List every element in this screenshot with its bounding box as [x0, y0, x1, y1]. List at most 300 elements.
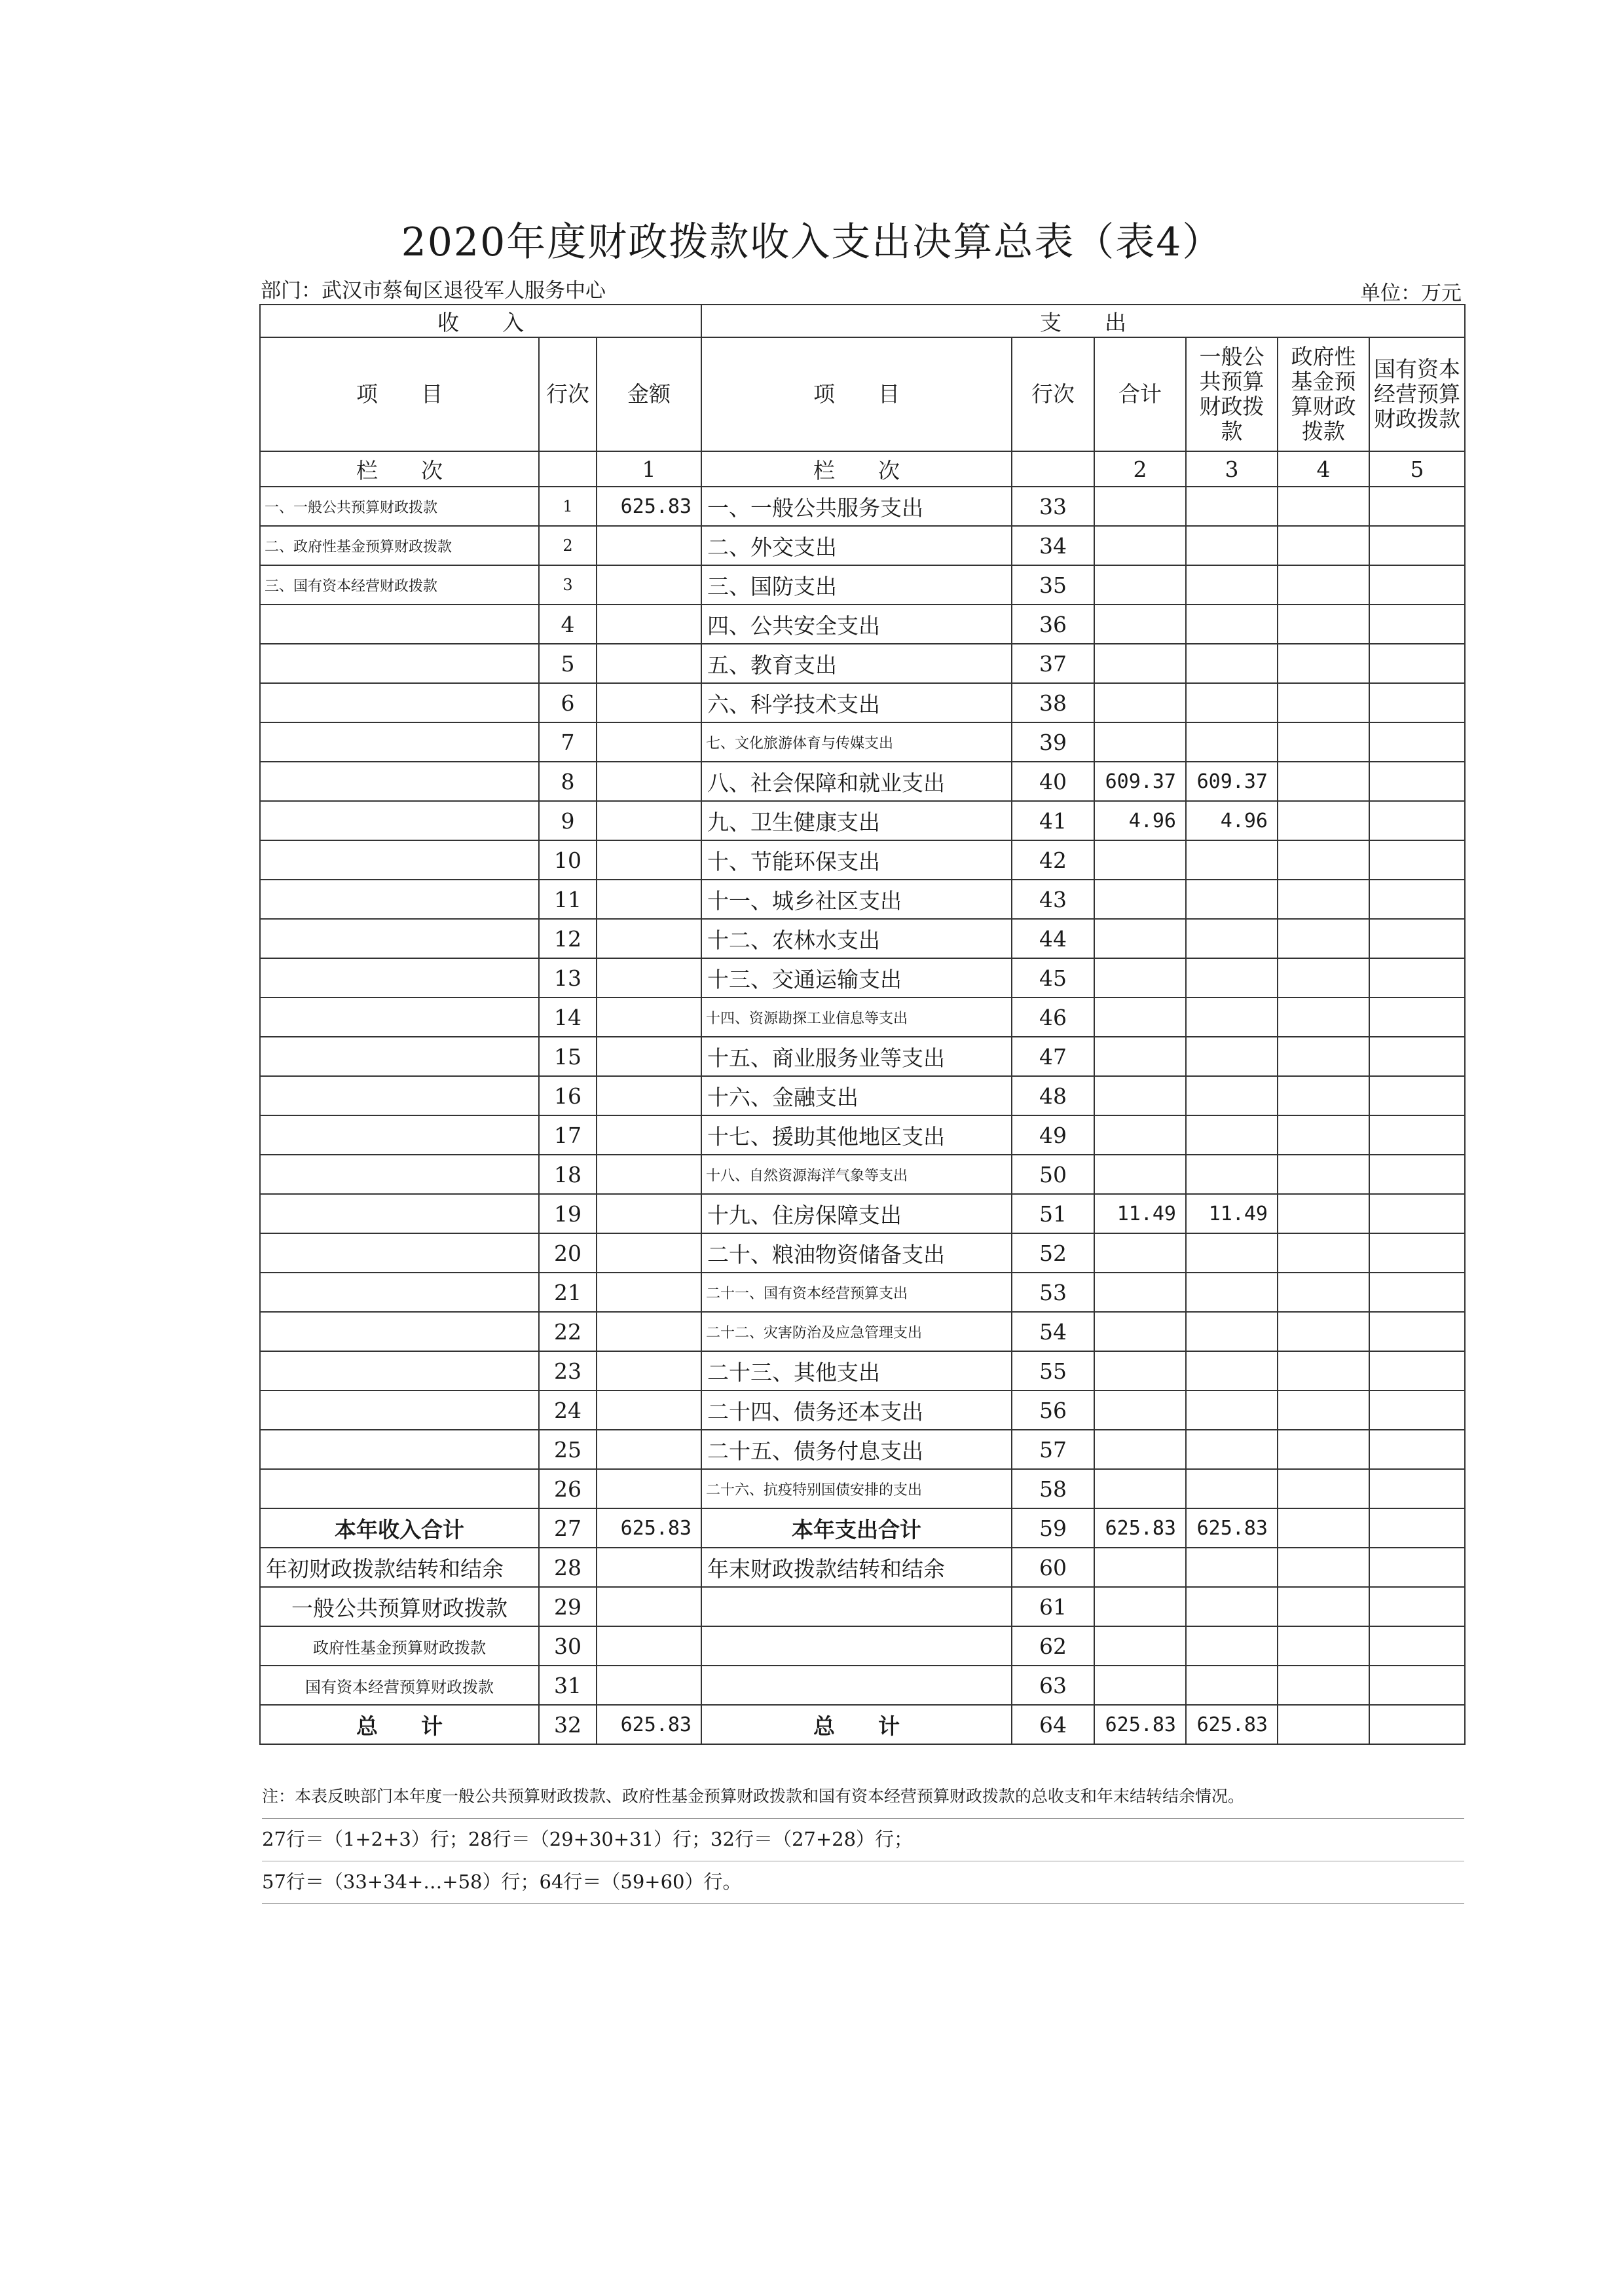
income-item-header: 项 目 — [260, 337, 539, 451]
income-item — [260, 1273, 539, 1312]
income-item — [260, 801, 539, 840]
income-item: 一、一般公共预算财政拨款 — [260, 487, 539, 526]
income-item — [260, 762, 539, 801]
income-column-label: 栏 次 — [260, 451, 539, 487]
income-amount — [597, 840, 701, 880]
expense-state-capital — [1369, 1430, 1465, 1469]
expense-item: 十六、金融支出 — [701, 1076, 1012, 1115]
income-item — [260, 1115, 539, 1155]
expense-item — [701, 1587, 1012, 1626]
income-amount — [597, 644, 701, 683]
expense-gov-fund — [1278, 998, 1369, 1037]
income-amount-header: 金额 — [597, 337, 701, 451]
income-item — [260, 1037, 539, 1076]
expense-total — [1094, 958, 1186, 998]
expense-state-capital — [1369, 1312, 1465, 1351]
table-row — [260, 880, 1465, 919]
general-budget-header: 一般公共预算财政拨款 — [1186, 337, 1278, 451]
expense-gov-fund — [1278, 1390, 1369, 1430]
unit-label: 单位：万元 — [1360, 282, 1462, 305]
income-item — [260, 1351, 539, 1390]
income-row-no: 7 — [539, 722, 597, 762]
income-amount — [597, 1037, 701, 1076]
summary-row — [260, 1666, 1465, 1705]
expense-gov-fund — [1278, 1508, 1369, 1548]
income-amount — [597, 1390, 701, 1430]
income-item — [260, 1076, 539, 1115]
income-amount — [597, 1548, 701, 1587]
expense-general-budget — [1186, 1430, 1278, 1469]
expense-gov-fund — [1278, 487, 1369, 526]
notes — [262, 1776, 1464, 1904]
expense-total — [1094, 565, 1186, 605]
table-row — [260, 919, 1465, 958]
summary-row — [260, 1508, 1465, 1548]
income-amount — [597, 1312, 701, 1351]
expense-gov-fund — [1278, 880, 1369, 919]
table-row — [260, 1312, 1465, 1351]
expense-state-capital — [1369, 1626, 1465, 1666]
income-row-no: 31 — [539, 1666, 597, 1705]
income-item — [260, 1430, 539, 1469]
expense-row-no: 50 — [1012, 1155, 1094, 1194]
income-row-no: 22 — [539, 1312, 597, 1351]
income-item — [260, 880, 539, 919]
expense-general-budget — [1186, 644, 1278, 683]
expense-gov-fund — [1278, 958, 1369, 998]
income-item: 国有资本经营预算财政拨款 — [260, 1666, 539, 1705]
expense-row-no: 48 — [1012, 1076, 1094, 1115]
income-amount — [597, 526, 701, 565]
income-row-no: 4 — [539, 605, 597, 644]
income-item — [260, 840, 539, 880]
header-row-columns — [260, 337, 1465, 451]
expense-total: 625.83 — [1094, 1705, 1186, 1744]
expense-item: 一、一般公共服务支出 — [701, 487, 1012, 526]
expense-total — [1094, 1548, 1186, 1587]
table-row — [260, 605, 1465, 644]
expense-state-capital — [1369, 722, 1465, 762]
column-number: 2 — [1094, 451, 1186, 487]
expense-item: 十九、住房保障支出 — [701, 1194, 1012, 1233]
income-row-no: 12 — [539, 919, 597, 958]
expense-general-budget — [1186, 1390, 1278, 1430]
expense-column-label: 栏 次 — [701, 451, 1012, 487]
budget-table — [259, 304, 1466, 1745]
expense-total — [1094, 722, 1186, 762]
income-amount — [597, 1076, 701, 1115]
expense-item: 二十四、债务还本支出 — [701, 1390, 1012, 1430]
expense-row-no: 58 — [1012, 1469, 1094, 1508]
expense-state-capital — [1369, 1273, 1465, 1312]
income-item — [260, 644, 539, 683]
expense-gov-fund — [1278, 1430, 1369, 1469]
expense-total: 625.83 — [1094, 1508, 1186, 1548]
summary-row — [260, 1587, 1465, 1626]
expense-item: 十二、农林水支出 — [701, 919, 1012, 958]
expense-state-capital — [1369, 1666, 1465, 1705]
expense-general-budget: 609.37 — [1186, 762, 1278, 801]
expense-general-budget: 11.49 — [1186, 1194, 1278, 1233]
expense-total — [1094, 1666, 1186, 1705]
expense-state-capital — [1369, 1469, 1465, 1508]
income-row-no: 24 — [539, 1390, 597, 1430]
expense-total — [1094, 1115, 1186, 1155]
income-row-no: 2 — [539, 526, 597, 565]
expense-item: 十一、城乡社区支出 — [701, 880, 1012, 919]
table-row — [260, 1115, 1465, 1155]
expense-state-capital — [1369, 1115, 1465, 1155]
expense-gov-fund — [1278, 605, 1369, 644]
table-row — [260, 1390, 1465, 1430]
expense-state-capital — [1369, 565, 1465, 605]
expense-item: 十五、商业服务业等支出 — [701, 1037, 1012, 1076]
income-amount — [597, 722, 701, 762]
expense-row-no: 51 — [1012, 1194, 1094, 1233]
income-amount — [597, 1430, 701, 1469]
expense-general-budget — [1186, 1666, 1278, 1705]
expense-general-budget — [1186, 1626, 1278, 1666]
income-amount — [597, 998, 701, 1037]
expense-item: 二十二、灾害防治及应急管理支出 — [701, 1312, 1012, 1351]
income-amount: 625.83 — [597, 1508, 701, 1548]
expense-item: 十七、援助其他地区支出 — [701, 1115, 1012, 1155]
income-item — [260, 1312, 539, 1351]
expense-row-no: 59 — [1012, 1508, 1094, 1548]
expense-state-capital — [1369, 1351, 1465, 1390]
expense-state-capital — [1369, 1233, 1465, 1273]
expense-general-budget — [1186, 1115, 1278, 1155]
expense-total — [1094, 526, 1186, 565]
expense-general-budget — [1186, 1076, 1278, 1115]
expense-row-no: 37 — [1012, 644, 1094, 683]
expense-row-no: 47 — [1012, 1037, 1094, 1076]
table-row — [260, 487, 1465, 526]
expense-general-budget — [1186, 1233, 1278, 1273]
expense-total — [1094, 1469, 1186, 1508]
income-amount — [597, 762, 701, 801]
table-row — [260, 801, 1465, 840]
expense-total — [1094, 880, 1186, 919]
expense-row-no: 64 — [1012, 1705, 1094, 1744]
expense-total — [1094, 1587, 1186, 1626]
income-row-no: 9 — [539, 801, 597, 840]
expense-item-header: 项 目 — [701, 337, 1012, 451]
table-row — [260, 840, 1465, 880]
expense-item: 四、公共安全支出 — [701, 605, 1012, 644]
expense-total — [1094, 1390, 1186, 1430]
expense-row-no: 41 — [1012, 801, 1094, 840]
expense-general-budget — [1186, 1155, 1278, 1194]
table-row — [260, 1351, 1465, 1390]
expense-general-budget — [1186, 1273, 1278, 1312]
table-row — [260, 565, 1465, 605]
expense-item: 三、国防支出 — [701, 565, 1012, 605]
header-row-column-numbers — [260, 451, 1465, 487]
expense-state-capital — [1369, 605, 1465, 644]
expense-item — [701, 1626, 1012, 1666]
expense-gov-fund — [1278, 565, 1369, 605]
note-line: 57行＝（33+34+…+58）行；64行＝（59+60）行。 — [262, 1861, 1464, 1904]
income-amount — [597, 1587, 701, 1626]
income-row-no: 11 — [539, 880, 597, 919]
expense-row-no: 49 — [1012, 1115, 1094, 1155]
expense-gov-fund — [1278, 1351, 1369, 1390]
column-number: 4 — [1278, 451, 1369, 487]
expense-gov-fund — [1278, 1233, 1369, 1273]
expense-gov-fund — [1278, 1587, 1369, 1626]
expense-gov-fund — [1278, 1155, 1369, 1194]
expense-state-capital — [1369, 840, 1465, 880]
expense-total — [1094, 1233, 1186, 1273]
income-amount — [597, 801, 701, 840]
income-row-no: 3 — [539, 565, 597, 605]
income-item — [260, 722, 539, 762]
income-item: 本年收入合计 — [260, 1508, 539, 1548]
income-amount — [597, 1351, 701, 1390]
income-row-no: 16 — [539, 1076, 597, 1115]
expense-header: 支 出 — [701, 305, 1465, 337]
expense-total — [1094, 1037, 1186, 1076]
table-row — [260, 644, 1465, 683]
expense-state-capital — [1369, 998, 1465, 1037]
income-item — [260, 998, 539, 1037]
expense-item: 二十五、债务付息支出 — [701, 1430, 1012, 1469]
table-row — [260, 526, 1465, 565]
expense-item: 二、外交支出 — [701, 526, 1012, 565]
expense-general-budget — [1186, 1548, 1278, 1587]
expense-general-budget: 4.96 — [1186, 801, 1278, 840]
expense-state-capital — [1369, 1037, 1465, 1076]
header-row-sections — [260, 305, 1465, 337]
expense-gov-fund — [1278, 1548, 1369, 1587]
expense-state-capital — [1369, 526, 1465, 565]
blank-cell — [539, 451, 597, 487]
column-number: 1 — [597, 451, 701, 487]
expense-gov-fund — [1278, 644, 1369, 683]
table-row — [260, 1469, 1465, 1508]
expense-row-no: 62 — [1012, 1626, 1094, 1666]
expense-row-no: 45 — [1012, 958, 1094, 998]
table-row — [260, 958, 1465, 998]
expense-gov-fund — [1278, 1273, 1369, 1312]
income-amount — [597, 1194, 701, 1233]
income-amount — [597, 919, 701, 958]
expense-state-capital — [1369, 644, 1465, 683]
income-item — [260, 1390, 539, 1430]
expense-state-capital — [1369, 1155, 1465, 1194]
column-number: 3 — [1186, 451, 1278, 487]
expense-item: 二十一、国有资本经营预算支出 — [701, 1273, 1012, 1312]
expense-row-no: 52 — [1012, 1233, 1094, 1273]
income-amount — [597, 565, 701, 605]
expense-item: 二十六、抗疫特别国债安排的支出 — [701, 1469, 1012, 1508]
table-row — [260, 1155, 1465, 1194]
blank-cell — [1012, 451, 1094, 487]
expense-state-capital — [1369, 958, 1465, 998]
table-row — [260, 1430, 1465, 1469]
table-row — [260, 722, 1465, 762]
income-row-no: 32 — [539, 1705, 597, 1744]
income-amount — [597, 1155, 701, 1194]
expense-general-budget — [1186, 958, 1278, 998]
table-row — [260, 683, 1465, 722]
expense-item: 本年支出合计 — [701, 1508, 1012, 1548]
income-row-no: 13 — [539, 958, 597, 998]
expense-row-no-header: 行次 — [1012, 337, 1094, 451]
expense-gov-fund — [1278, 840, 1369, 880]
table-row — [260, 1194, 1465, 1233]
expense-general-budget — [1186, 1351, 1278, 1390]
expense-row-no: 42 — [1012, 840, 1094, 880]
expense-item: 十八、自然资源海洋气象等支出 — [701, 1155, 1012, 1194]
expense-row-no: 55 — [1012, 1351, 1094, 1390]
expense-state-capital — [1369, 762, 1465, 801]
expense-total — [1094, 1351, 1186, 1390]
income-item — [260, 1469, 539, 1508]
income-row-no: 17 — [539, 1115, 597, 1155]
income-item: 三、国有资本经营财政拨款 — [260, 565, 539, 605]
expense-total — [1094, 487, 1186, 526]
expense-general-budget: 625.83 — [1186, 1508, 1278, 1548]
income-amount: 625.83 — [597, 1705, 701, 1744]
income-row-no: 19 — [539, 1194, 597, 1233]
expense-row-no: 61 — [1012, 1587, 1094, 1626]
expense-item: 二十、粮油物资储备支出 — [701, 1233, 1012, 1273]
income-item — [260, 919, 539, 958]
expense-state-capital — [1369, 683, 1465, 722]
expense-total — [1094, 605, 1186, 644]
expense-row-no: 54 — [1012, 1312, 1094, 1351]
table-row — [260, 1273, 1465, 1312]
expense-row-no: 57 — [1012, 1430, 1094, 1469]
income-amount — [597, 1115, 701, 1155]
income-amount — [597, 958, 701, 998]
expense-row-no: 43 — [1012, 880, 1094, 919]
income-item — [260, 1194, 539, 1233]
expense-item: 十三、交通运输支出 — [701, 958, 1012, 998]
income-amount — [597, 880, 701, 919]
expense-gov-fund — [1278, 526, 1369, 565]
expense-row-no: 35 — [1012, 565, 1094, 605]
expense-item: 八、社会保障和就业支出 — [701, 762, 1012, 801]
income-amount — [597, 1273, 701, 1312]
summary-row — [260, 1548, 1465, 1587]
expense-item — [701, 1666, 1012, 1705]
page-title: 2020年度财政拨款收入支出决算总表（表4） — [401, 219, 1223, 265]
expense-general-budget — [1186, 1587, 1278, 1626]
expense-row-no: 53 — [1012, 1273, 1094, 1312]
summary-row — [260, 1626, 1465, 1666]
income-item: 二、政府性基金预算财政拨款 — [260, 526, 539, 565]
note-line: 注：本表反映部门本年度一般公共预算财政拨款、政府性基金预算财政拨款和国有资本经营预算财政拨款的总收支和年末结转结余情况。 — [262, 1776, 1464, 1819]
expense-total — [1094, 1273, 1186, 1312]
income-row-no: 25 — [539, 1430, 597, 1469]
expense-gov-fund — [1278, 1705, 1369, 1744]
expense-gov-fund — [1278, 1076, 1369, 1115]
income-item — [260, 1233, 539, 1273]
expense-gov-fund — [1278, 1626, 1369, 1666]
expense-row-no: 44 — [1012, 919, 1094, 958]
expense-row-no: 36 — [1012, 605, 1094, 644]
expense-state-capital — [1369, 1548, 1465, 1587]
income-row-no: 21 — [539, 1273, 597, 1312]
expense-total: 11.49 — [1094, 1194, 1186, 1233]
expense-state-capital — [1369, 487, 1465, 526]
expense-total — [1094, 644, 1186, 683]
summary-row — [260, 1705, 1465, 1744]
expense-general-budget — [1186, 1312, 1278, 1351]
department-label: 部门：武汉市蔡甸区退役军人服务中心 — [261, 279, 606, 303]
income-row-no: 26 — [539, 1469, 597, 1508]
income-row-no: 29 — [539, 1587, 597, 1626]
income-row-no: 8 — [539, 762, 597, 801]
expense-gov-fund — [1278, 1115, 1369, 1155]
expense-gov-fund — [1278, 1312, 1369, 1351]
income-row-no: 23 — [539, 1351, 597, 1390]
income-amount — [597, 1666, 701, 1705]
expense-total — [1094, 919, 1186, 958]
expense-total-header: 合计 — [1094, 337, 1186, 451]
income-row-no: 18 — [539, 1155, 597, 1194]
expense-state-capital — [1369, 1587, 1465, 1626]
income-amount — [597, 605, 701, 644]
expense-row-no: 34 — [1012, 526, 1094, 565]
income-item: 年初财政拨款结转和结余 — [260, 1548, 539, 1587]
expense-gov-fund — [1278, 1469, 1369, 1508]
expense-gov-fund — [1278, 801, 1369, 840]
expense-item: 九、卫生健康支出 — [701, 801, 1012, 840]
expense-total — [1094, 1312, 1186, 1351]
expense-state-capital — [1369, 1508, 1465, 1548]
expense-general-budget — [1186, 1037, 1278, 1076]
income-row-no: 15 — [539, 1037, 597, 1076]
expense-state-capital — [1369, 801, 1465, 840]
expense-general-budget — [1186, 487, 1278, 526]
expense-row-no: 40 — [1012, 762, 1094, 801]
expense-total — [1094, 683, 1186, 722]
expense-gov-fund — [1278, 919, 1369, 958]
income-row-no: 27 — [539, 1508, 597, 1548]
expense-gov-fund — [1278, 722, 1369, 762]
expense-item: 五、教育支出 — [701, 644, 1012, 683]
expense-state-capital — [1369, 1705, 1465, 1744]
expense-row-no: 60 — [1012, 1548, 1094, 1587]
income-item — [260, 683, 539, 722]
expense-total — [1094, 1626, 1186, 1666]
expense-general-budget — [1186, 683, 1278, 722]
expense-general-budget — [1186, 919, 1278, 958]
income-row-no: 1 — [539, 487, 597, 526]
income-amount — [597, 683, 701, 722]
income-item: 政府性基金预算财政拨款 — [260, 1626, 539, 1666]
expense-gov-fund — [1278, 1666, 1369, 1705]
expense-gov-fund — [1278, 762, 1369, 801]
expense-item: 二十三、其他支出 — [701, 1351, 1012, 1390]
expense-total — [1094, 998, 1186, 1037]
income-row-no: 30 — [539, 1626, 597, 1666]
expense-row-no: 33 — [1012, 487, 1094, 526]
state-capital-header: 国有资本经营预算财政拨款 — [1369, 337, 1465, 451]
income-row-no: 6 — [539, 683, 597, 722]
expense-general-budget — [1186, 565, 1278, 605]
income-amount: 625.83 — [597, 487, 701, 526]
expense-gov-fund — [1278, 1194, 1369, 1233]
column-number: 5 — [1369, 451, 1465, 487]
expense-general-budget — [1186, 880, 1278, 919]
expense-general-budget — [1186, 998, 1278, 1037]
income-item: 一般公共预算财政拨款 — [260, 1587, 539, 1626]
